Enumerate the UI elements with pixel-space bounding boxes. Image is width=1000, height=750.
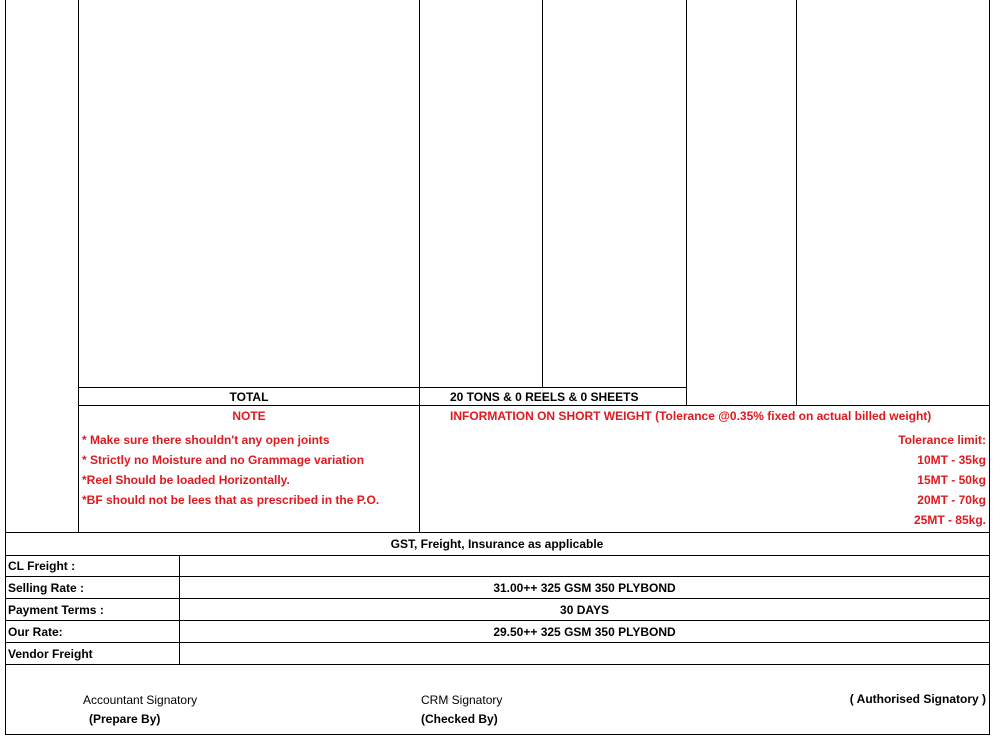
terms-value: 29.50++ 325 GSM 350 PLYBOND <box>493 625 676 639</box>
terms-value: 30 DAYS <box>560 603 609 617</box>
tolerance-limit-item: 25MT - 85kg. <box>913 513 986 527</box>
tolerance-limit-item: 20MT - 70kg <box>917 493 986 507</box>
terms-label: Payment Terms : <box>8 603 104 617</box>
total-value: 20 TONS & 0 REELS & 0 SHEETS <box>450 390 639 404</box>
terms-label: Vendor Freight <box>8 647 93 661</box>
note-heading: NOTE <box>232 409 266 423</box>
crm-checked-by: (Checked By) <box>421 712 498 726</box>
accountant-signatory: Accountant Signatory <box>83 693 198 707</box>
gst-line: GST, Freight, Insurance as applicable <box>390 537 604 551</box>
note-line: * Strictly no Moisture and no Grammage variation <box>82 453 365 467</box>
accountant-prepare-by: (Prepare By) <box>89 712 161 726</box>
terms-label: CL Freight : <box>8 559 76 573</box>
terms-value: 31.00++ 325 GSM 350 PLYBOND <box>493 581 676 595</box>
tolerance-limit-label: Tolerance limit: <box>898 433 986 447</box>
tolerance-limit-item: 15MT - 50kg <box>917 473 986 487</box>
note-line: *BF should not be lees that as prescribed in the P.O. <box>82 493 380 507</box>
authorised-signatory: ( Authorised Signatory ) <box>849 692 986 706</box>
total-label: TOTAL <box>229 390 269 404</box>
terms-label: Our Rate: <box>8 625 63 639</box>
note-line: *Reel Should be loaded Horizontally. <box>82 473 290 487</box>
terms-label: Selling Rate : <box>8 581 85 595</box>
crm-signatory: CRM Signatory <box>421 693 503 707</box>
short-weight-heading: INFORMATION ON SHORT WEIGHT (Tolerance @0.35% fixed on actual billed weight) <box>450 409 932 423</box>
tolerance-limit-item: 10MT - 35kg <box>917 453 986 467</box>
note-line: * Make sure there shouldn't any open joints <box>82 433 330 447</box>
